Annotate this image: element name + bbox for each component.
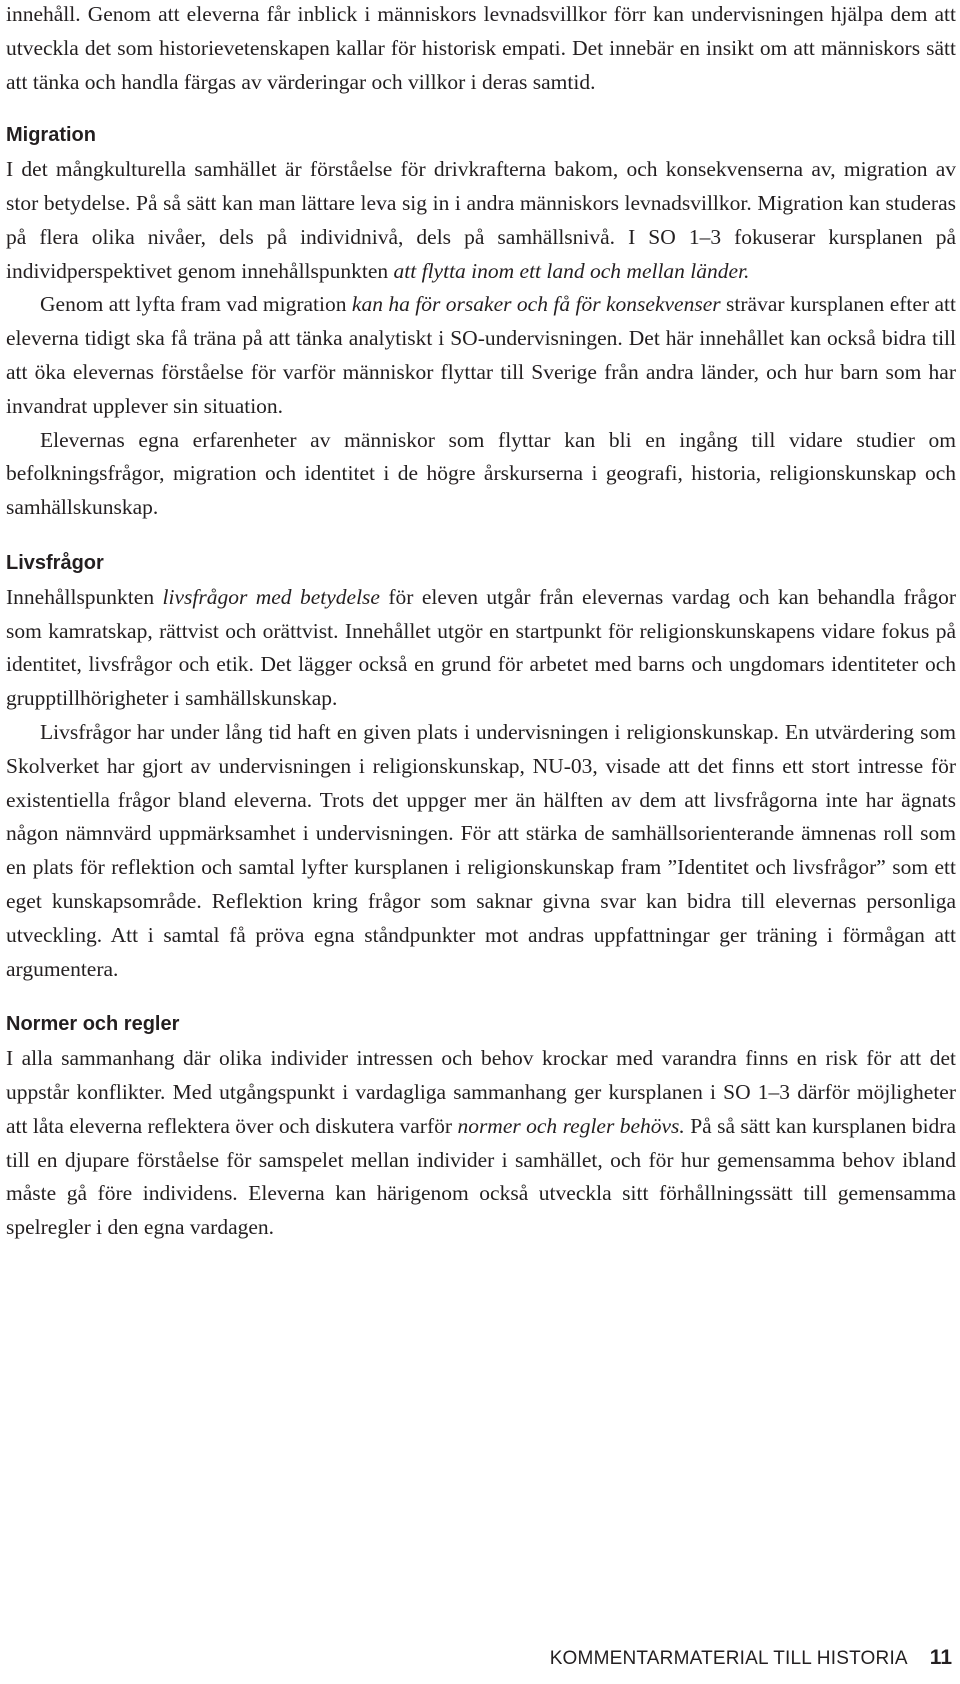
normer-emphasis: normer och regler behövs.: [457, 1113, 685, 1138]
body-text: [6, 0, 956, 1245]
migration-paragraph-2: Genom att lyfta fram vad migration kan ha för orsaker och få för konsekvenser strävar kursplanen efter att eleverna tidigt ska få träna på att tänka analytiskt i SO-undervisningen. Det här innehållet kan också bidra till att öka elevernas förståelse för varför människor flyttar till Sverige från andra länder, och hur barn som har invandrat upplever sin situation.: [6, 292, 957, 418]
livsfragor-emphasis: livsfrågor med betydelse: [162, 584, 380, 609]
page-number: 11: [929, 1646, 952, 1669]
livsfragor-paragraph-1: Innehållspunkten livsfrågor med betydelse för eleven utgår från elevernas vardag och kan behandla frågor som kamratskap, rättvist och orättvist. Innehållet utgör en startpunkt för religionskunskapens vidare fokus på identitet, livsfrågor och etik. Det lägger också en grund för arbetet med barns och ungdomars identiteter och grupptillhörigheter i samhällskunskap.: [6, 584, 956, 711]
migration-paragraph-1: I det mångkulturella samhället är förståelse för drivkrafterna bakom, och konsekvenserna av, migration av stor betydelse. På så sätt kan man lättare leva sig in i andra människors levnadsvillkor. Migration kan studeras på flera olika nivåer, dels på individnivå, dels på samhällsnivå. I SO 1–3 fokuserar kursplanen på individperspektivet genom innehållspunkten att flytta inom ett land och mellan länder.: [6, 157, 956, 283]
migration-emphasis-2: kan ha för orsaker och få för konsekvenser: [351, 292, 721, 317]
migration-emphasis-1: att flytta inom ett land och mellan länder.: [393, 258, 750, 283]
section-heading-livsfragor: Livsfrågor: [6, 551, 104, 574]
livsfragor-paragraph-2: Livsfrågor har under lång tid haft en given plats i undervisningen i religionskunskap. En utvärdering som Skolverket har gjort av undervisningen i religionskunskap, NU-03, visade att det finns ett stort intresse för existentiella frågor bland eleverna. Trots det uppger mer än hälften av dem att livsfrågorna inte har ägnats någon nämnvärd uppmärksamhet i undervisningen. För att stärka de samhällsorienterande ämnenas roll som en plats för reflektion och samtal lyfter kursplanen i religionskunskap fram ”Identitet och livsfrågor” som ett eget kunskapsområde. Reflektion kring frågor som saknar givna svar kan bidra till elevernas personliga utveckling. Att i samtal få pröva egna ståndpunkter mot andras uppfattningar ger träning i förmågan att argumentera.: [6, 719, 956, 981]
running-title: KOMMENTARMATERIAL TILL HISTORIA: [549, 1648, 908, 1669]
normer-paragraph-1: I alla sammanhang där olika individer intressen och behov krockar med varandra finns en risk för att det uppstår konflikter. Med utgångspunkt i vardagliga sammanhang ger kursplanen i SO 1–3 därför möjligheter att låta eleverna reflektera över och diskutera varför normer och regler behövs. På så sätt kan kursplanen bidra till en djupare förståelse för samspelet mellan individer i samhället, och för hur gemensamma behov ibland måste gå före individens. Eleverna kan härigenom också utveckla sitt förhållningssätt till gemensamma spelregler i den egna vardagen.: [6, 1046, 956, 1240]
intro-paragraph: innehåll. Genom att eleverna får inblick i människors levnadsvillkor förr kan undervisningen hjälpa dem att utveckla det som historievetenskapen kallar för historisk empati. Det innebär en insikt om att människors sätt att tänka och handla färgas av värderingar och villkor i deras samtid.: [6, 2, 956, 94]
section-heading-normer: Normer och regler: [6, 1013, 180, 1036]
section-heading-migration: Migration: [6, 124, 96, 147]
migration-paragraph-3: Elevernas egna erfarenheter av människor som flyttar kan bli en ingång till vidare studier om befolkningsfrågor, migration och identitet i de högre årskurserna i geografi, historia, religionskunskap och samhällskunskap.: [6, 427, 956, 520]
page-footer: [550, 1646, 952, 1670]
